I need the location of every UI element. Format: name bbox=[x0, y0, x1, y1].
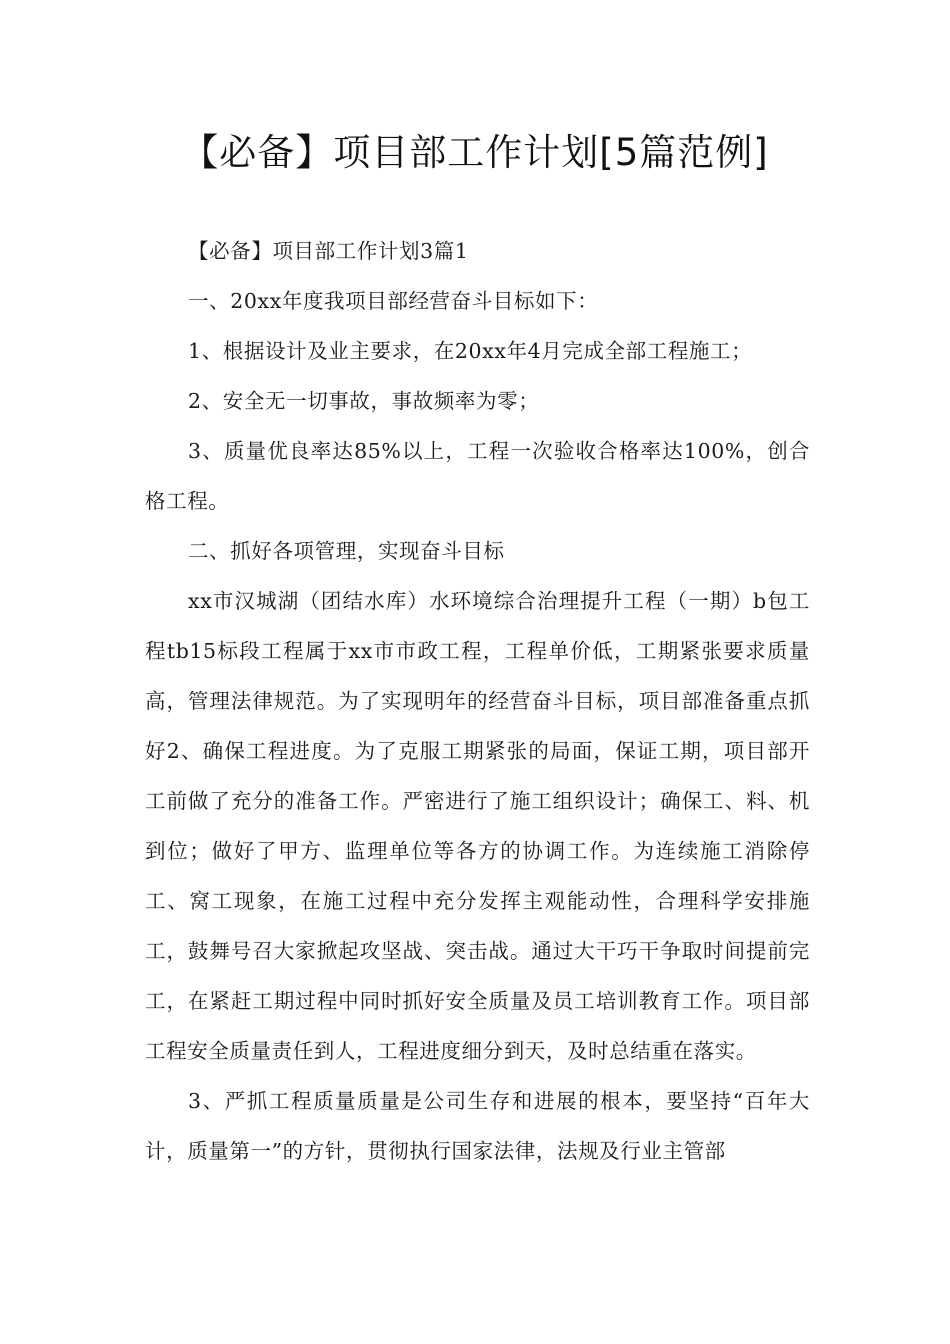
paragraph-item-3: 3、质量优良率达85%以上，工程一次验收合格率达100%，创合格工程。 bbox=[145, 439, 810, 513]
paragraph-quality-control: 3、严抓工程质量质量是公司生存和进展的根本，要坚持“百年大计，质量第一”的方针，贯彻执行国家法律，法规及行业主管部 bbox=[145, 1089, 810, 1163]
paragraph-project-description: xx市汉城湖（团结水库）水环境综合治理提升工程（一期）b包工程tb15标段工程属于xx市市政工程，工程单价低，工期紧张要求质量高，管理法律规范。为了实现明年的经营奋斗目标，项目部准备重点抓好2、确保工程进度。为了克服工期紧张的局面，保证工期，项目部开工前做了充分的准备工作。严密进行了施工组织设计；确保工、料、机到位；做好了甲方、监理单位等各方的协调工作。为连续施工消除停工、窝工现象，在施工过程中充分发挥主观能动性，合理科学安排施工，鼓舞号召大家掀起攻坚战、突击战。通过大干巧干争取时间提前完工，在紧赶工期过程中同时抓好安全质量及员工培训教育工作。项目部工程安全质量责任到人，工程进度细分到天，及时总结重在落实。 bbox=[145, 589, 810, 1063]
paragraph-section-two: 二、抓好各项管理，实现奋斗目标 bbox=[188, 539, 505, 563]
paragraph-item-1: 1、根据设计及业主要求，在20xx年4月完成全部工程施工； bbox=[188, 339, 753, 363]
paragraph-section-one: 一、20xx年度我项目部经营奋斗目标如下： bbox=[188, 289, 599, 313]
paragraph-subtitle: 【必备】项目部工作计划3篇1 bbox=[188, 239, 469, 263]
document-body bbox=[145, 226, 810, 1176]
paragraph-item-2: 2、安全无一切事故，事故频率为零； bbox=[188, 389, 540, 413]
document-title: 【必备】项目部工作计划[5篇范例] bbox=[181, 131, 769, 174]
